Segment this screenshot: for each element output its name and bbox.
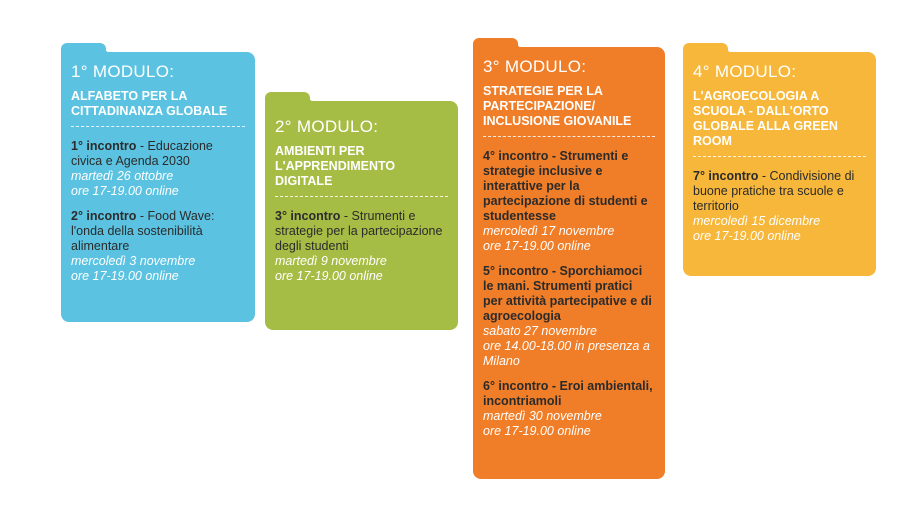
divider (693, 156, 866, 157)
divider (71, 126, 245, 127)
module-card-2 (265, 101, 458, 330)
meeting-number: 1° incontro (71, 139, 137, 153)
meeting-time: ore 17-19.00 online (71, 269, 179, 283)
module-title: STRATEGIE PER LA PARTECIPAZIONE/ INCLUSIONE GIOVANILE (483, 84, 632, 128)
meeting-date: mercoledì 17 novembre (483, 224, 615, 238)
divider (275, 196, 448, 197)
meeting-time: ore 17-19.00 online (71, 184, 179, 198)
module-label: 4° MODULO: (693, 62, 797, 81)
meeting-item (71, 139, 245, 199)
meeting-date: sabato 27 novembre (483, 324, 597, 338)
meeting-date: martedì 9 novembre (275, 254, 387, 268)
module-label: 1° MODULO: (71, 62, 175, 81)
folder-tab (265, 92, 310, 108)
meeting-time: ore 17-19.00 online (275, 269, 383, 283)
folder-tab (683, 43, 728, 59)
module-label: 3° MODULO: (483, 57, 587, 76)
meeting-item (483, 379, 655, 439)
module-title: L'AGROECOLOGIA A SCUOLA - DALL'ORTO GLOBALE ALLA GREEN ROOM (693, 89, 838, 148)
module-label: 2° MODULO: (275, 117, 379, 136)
meeting-title: - Strumenti e strategie per la partecipazione degli studenti (275, 209, 443, 253)
meeting-title: 5° incontro - Sporchiamoci le mani. Strumenti pratici per attività partecipative e di agroecologia (483, 264, 652, 323)
module-card-4 (683, 52, 876, 276)
divider (483, 136, 655, 137)
meeting-time: ore 14.00-18.00 in presenza a Milano (483, 339, 650, 368)
meeting-title: 6° incontro - Eroi ambientali, incontriamoli (483, 379, 653, 408)
meeting-item (483, 149, 655, 254)
meeting-time: ore 17-19.00 online (483, 239, 591, 253)
meeting-time: ore 17-19.00 online (693, 229, 801, 243)
meeting-number: 7° incontro (693, 169, 759, 183)
meeting-number: 2° incontro (71, 209, 137, 223)
meeting-title: - Food Wave: l'onda della sostenibilità alimentare (71, 209, 215, 253)
meeting-item (71, 209, 245, 284)
module-card-1 (61, 52, 255, 322)
meeting-time: ore 17-19.00 online (483, 424, 591, 438)
module-title: AMBIENTI PER L'APPRENDIMENTO DIGITALE (275, 144, 396, 188)
meeting-title: - Educazione civica e Agenda 2030 (71, 139, 213, 168)
meeting-item (275, 209, 448, 284)
module-title: ALFABETO PER LA CITTADINANZA GLOBALE (71, 89, 228, 118)
meeting-title: 4° incontro - Strumenti e strategie inclusive e interattive per la partecipazione di studenti e studentesse (483, 149, 648, 223)
meeting-item (693, 169, 866, 244)
folder-tab (61, 43, 106, 59)
meeting-item (483, 264, 655, 369)
folder-tab (473, 38, 518, 54)
meeting-date: mercoledì 15 dicembre (693, 214, 821, 228)
meeting-date: martedì 26 ottobre (71, 169, 174, 183)
meeting-title: - Condivisione di buone pratiche tra scuole e territorio (693, 169, 855, 213)
module-card-3 (473, 47, 665, 479)
meeting-date: martedì 30 novembre (483, 409, 602, 423)
meeting-number: 3° incontro (275, 209, 341, 223)
meeting-date: mercoledì 3 novembre (71, 254, 196, 268)
